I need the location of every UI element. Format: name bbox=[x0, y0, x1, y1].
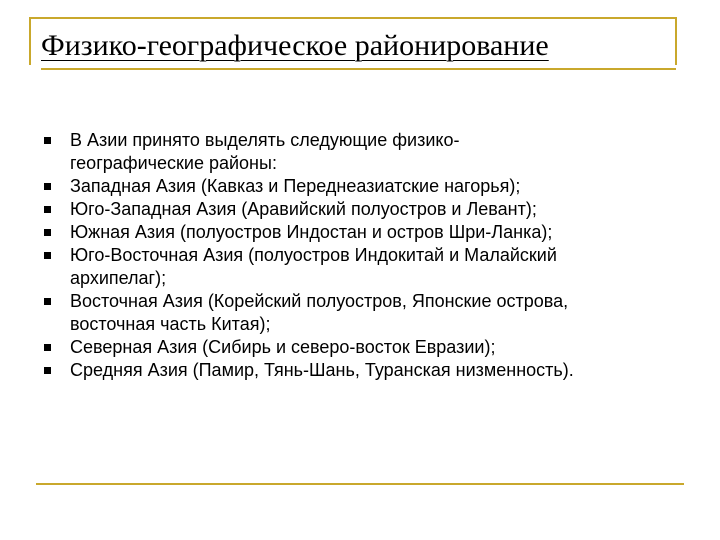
bullet-item bbox=[44, 336, 684, 359]
bullet-text-line: Западная Азия (Кавказ и Переднеазиатские нагорья); bbox=[70, 176, 521, 196]
square-bullet-icon bbox=[44, 344, 51, 351]
square-bullet-icon bbox=[44, 206, 51, 213]
slide-title: Физико-географическое районирование bbox=[41, 29, 549, 62]
bullet-text-line: географические районы: bbox=[70, 153, 277, 173]
bullet-item bbox=[44, 221, 684, 244]
frame-left-rule bbox=[29, 17, 31, 65]
bullet-item bbox=[44, 175, 684, 198]
bullet-text-line: Юго-Западная Азия (Аравийский полуостров и Левант); bbox=[70, 199, 537, 219]
bullet-item bbox=[44, 244, 684, 290]
bullet-text-line: восточная часть Китая); bbox=[70, 314, 271, 334]
square-bullet-icon bbox=[44, 252, 51, 259]
square-bullet-icon bbox=[44, 183, 51, 190]
bullet-text-line: В Азии принято выделять следующие физико- bbox=[70, 130, 460, 150]
bullet-item bbox=[44, 129, 684, 175]
bullet-text-line: Северная Азия (Сибирь и северо-восток Евразии); bbox=[70, 337, 496, 357]
bullet-text-line: Средняя Азия (Памир, Тянь-Шань, Туранская низменность). bbox=[70, 360, 574, 380]
bullet-item bbox=[44, 290, 684, 336]
square-bullet-icon bbox=[44, 137, 51, 144]
bullet-item bbox=[44, 359, 684, 382]
square-bullet-icon bbox=[44, 229, 51, 236]
bottom-rule bbox=[36, 483, 684, 485]
square-bullet-icon bbox=[44, 367, 51, 374]
bullet-text-line: Восточная Азия (Корейский полуостров, Японские острова, bbox=[70, 291, 569, 311]
frame-top-rule bbox=[29, 17, 677, 19]
bullet-text-line: архипелаг); bbox=[70, 268, 167, 288]
bullet-text-line: Южная Азия (полуостров Индостан и остров Шри-Ланка); bbox=[70, 222, 553, 242]
bullet-item bbox=[44, 198, 684, 221]
bullet-text-line: Юго-Восточная Азия (полуостров Индокитай и Малайский bbox=[70, 245, 557, 265]
square-bullet-icon bbox=[44, 298, 51, 305]
bullet-list bbox=[44, 129, 684, 382]
title-underline-rule bbox=[41, 68, 676, 70]
frame-right-rule bbox=[675, 17, 677, 65]
